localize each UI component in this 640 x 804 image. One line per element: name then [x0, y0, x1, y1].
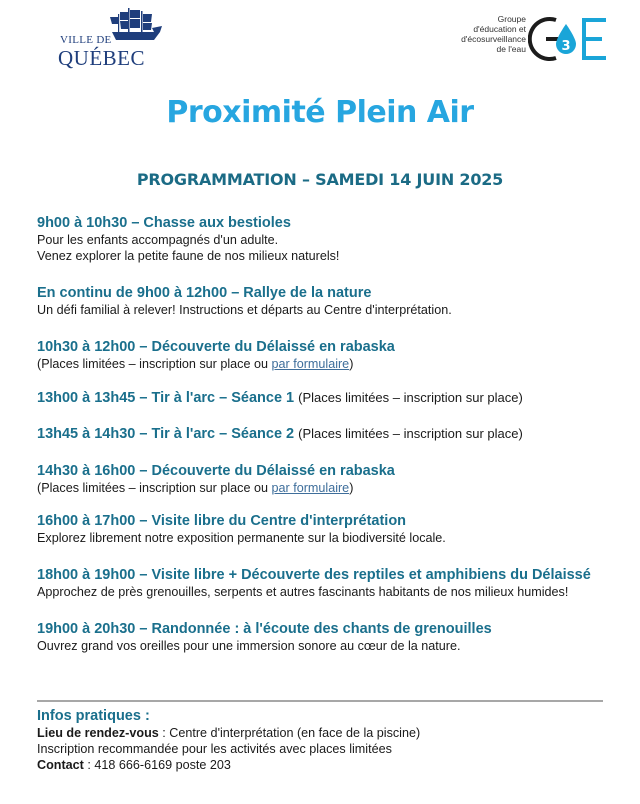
event-desc: Venez explorer la petite faune de nos milieux naturels! [37, 249, 340, 263]
infos-contact-value: : 418 666-6169 poste 203 [83, 758, 231, 772]
event-desc-text: (Places limitées – inscription sur place ou [37, 357, 272, 371]
section-divider [37, 700, 603, 702]
g3e-mark-icon [528, 12, 612, 66]
event-item [37, 425, 607, 443]
event-title: En continu de 9h00 à 12h00 – Rallye de la nature [37, 285, 372, 301]
event-title: 9h00 à 10h30 – Chasse aux bestioles [37, 215, 291, 231]
event-item [37, 462, 607, 496]
event-desc: Explorez librement notre exposition permanente sur la biodiversité locale. [37, 531, 446, 545]
event-item [37, 214, 607, 264]
event-desc [37, 480, 607, 496]
g3e-logo [452, 12, 612, 66]
event-desc: Approchez de près grenouilles, serpents et autres fascinants habitants de nos milieux humides! [37, 585, 569, 599]
event-item [37, 389, 607, 407]
event-title [37, 389, 607, 407]
event-title: 14h30 à 16h00 – Découverte du Délaissé en rabaska [37, 463, 395, 479]
event-title: 19h00 à 20h30 – Randonnée : à l'écoute des chants de grenouilles [37, 621, 492, 637]
event-title [37, 425, 607, 443]
g3e-logo-text [436, 14, 526, 54]
page-subtitle: PROGRAMMATION – SAMEDI 14 JUIN 2025 [136, 170, 504, 189]
event-item [37, 566, 607, 600]
event-title: 10h30 à 12h00 – Découverte du Délaissé en rabaska [37, 339, 395, 355]
event-desc-text: ) [349, 357, 354, 371]
event-title: 16h00 à 17h00 – Visite libre du Centre d'interprétation [37, 513, 407, 529]
g3e-mark-digit: 3 [561, 39, 571, 54]
event-item [37, 338, 607, 372]
event-item [37, 512, 607, 546]
infos-pratiques [37, 707, 607, 773]
event-title-text: 13h45 à 14h30 – Tir à l'arc – Séance 2 [37, 426, 295, 442]
event-desc-text: (Places limitées – inscription sur place ou [37, 481, 272, 495]
registration-form-link[interactable]: par formulaire [271, 357, 350, 371]
ship-icon [108, 6, 164, 46]
infos-rdv-value: : Centre d'interprétation (en face de la piscine) [158, 726, 421, 740]
infos-inscription: Inscription recommandée pour les activités avec places limitées [37, 742, 392, 756]
infos-title: Infos pratiques : [37, 708, 150, 724]
event-desc [37, 356, 607, 372]
event-desc: Pour les enfants accompagnés d'un adulte. [37, 233, 279, 247]
g3e-line: d'éducation et [473, 24, 526, 34]
events-list [37, 214, 607, 654]
event-title: 18h00 à 19h00 – Visite libre + Découverte des reptiles et amphibiens du Délaissé [37, 567, 591, 583]
event-desc-text: ) [349, 481, 354, 495]
page-title: Proximité Plein Air [166, 95, 474, 130]
infos-contact-label: Contact [37, 758, 84, 772]
g3e-line: d'écosurveillance [461, 34, 526, 44]
g3e-line: Groupe [497, 14, 526, 24]
event-desc: Un défi familial à relever! Instructions et départs au Centre d'interprétation. [37, 303, 452, 317]
event-note: (Places limitées – inscription sur place) [298, 390, 523, 405]
event-item [37, 620, 607, 654]
infos-rdv [37, 725, 607, 741]
infos-rdv-label: Lieu de rendez-vous [37, 726, 159, 740]
event-note: (Places limitées – inscription sur place) [298, 426, 523, 441]
ville-de-quebec-logo [52, 6, 172, 72]
event-title-text: 13h00 à 13h45 – Tir à l'arc – Séance 1 [37, 390, 295, 406]
event-desc: Ouvrez grand vos oreilles pour une immersion sonore au cœur de la nature. [37, 639, 461, 653]
g3e-line: de l'eau [496, 44, 526, 54]
logo-quebec: QUÉBEC [58, 46, 145, 70]
infos-contact [37, 757, 607, 773]
logo-ville-de: VILLE DE [60, 34, 112, 46]
registration-form-link[interactable]: par formulaire [271, 481, 350, 495]
event-item [37, 284, 607, 318]
